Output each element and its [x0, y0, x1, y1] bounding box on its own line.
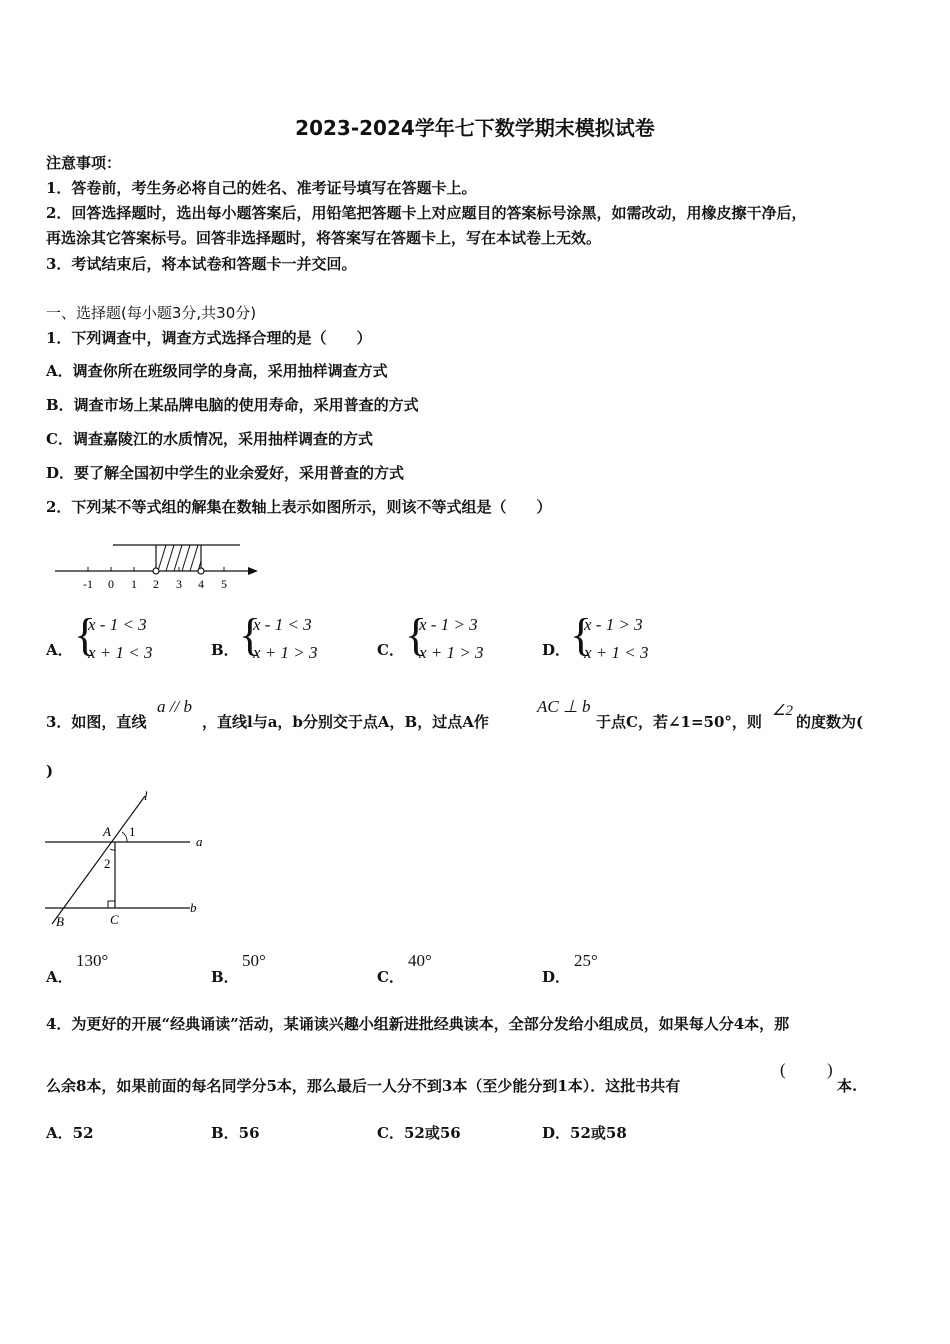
- q2-option-b-line1: x - 1 < 3: [253, 615, 312, 634]
- q4-text-2: 么余8本，如果前面的每名同学分5本，那么最后一人分不到3本（至少能分到1本）．这批书共有: [46, 1077, 681, 1095]
- axis-label: 2: [153, 577, 159, 591]
- page-title: 2023-2024学年七下数学期末模拟试卷: [295, 116, 655, 140]
- q2-option-d-label: D．: [542, 641, 571, 659]
- q3-math-perp: AC ⊥ b: [537, 697, 591, 716]
- q3-text-2: ，直线l与a，b分别交于点A，B，过点A作: [202, 713, 489, 731]
- q2-option-b-brace: {: [239, 609, 262, 660]
- q1-option-d: D．要了解全国初中学生的业余爱好，采用普查的方式: [46, 464, 405, 482]
- fig-label-A: A: [103, 824, 111, 839]
- q3-option-d-value: 25°: [574, 951, 598, 970]
- q2-option-c-line2: x + 1 > 3: [419, 643, 484, 662]
- fig-label-a: a: [196, 834, 203, 849]
- q3-option-c-value: 40°: [408, 951, 432, 970]
- q2-option-b-line2: x + 1 > 3: [253, 643, 318, 662]
- q1-option-a: A．调查你所在班级同学的身高，采用抽样调查方式: [46, 362, 388, 380]
- q3-option-a-label: A．: [46, 968, 73, 986]
- notice-item: 3．考试结束后，将本试卷和答题卡一并交回。: [46, 255, 357, 273]
- q4-option-a: A．52: [46, 1124, 94, 1142]
- axis-label: 5: [221, 577, 227, 591]
- q2-option-a-line2: x + 1 < 3: [88, 643, 153, 662]
- q2-option-a-brace: {: [74, 609, 97, 660]
- axis-label: 3: [176, 577, 182, 591]
- notice-item: 2．回答选择题时，选出每小题答案后，用铅笔把答题卡上对应题目的答案标号涂黑，如需改动，用橡皮擦干净后，: [46, 204, 807, 222]
- q2-option-d-brace: {: [570, 609, 593, 660]
- fig-label-l: l: [144, 788, 148, 803]
- q4-paren-open: (: [780, 1060, 786, 1079]
- q4-option-b: B．56: [211, 1124, 260, 1142]
- notice-item: 再选涂其它答案标号。回答非选择题时，将答案写在答题卡上，写在本试卷上无效。: [46, 229, 602, 247]
- q4-text-1: 4．为更好的开展“经典诵读”活动，某诵读兴趣小组新进批经典读本，全部分发给小组成员，如果每人分4本，那: [46, 1015, 790, 1033]
- q2-option-a-line1: x - 1 < 3: [88, 615, 147, 634]
- q4-option-d: D．52或58: [542, 1124, 627, 1142]
- q3-text-3: 于点C，若∠1=50°，则: [596, 713, 762, 731]
- q1-option-b: B．调查市场上某品牌电脑的使用寿命，采用普查的方式: [46, 396, 419, 414]
- q3-text-5: ): [46, 762, 54, 780]
- q3-option-d-label: D．: [542, 968, 571, 986]
- q3-option-a-value: 130°: [76, 951, 109, 970]
- q2-stem: 2．下列某不等式组的解集在数轴上表示如图所示，则该不等式组是（ ）: [46, 498, 552, 516]
- fig-label-angle-2: 2: [104, 856, 111, 871]
- q3-figure: [40, 786, 215, 931]
- notice-heading: 注意事项：: [46, 154, 122, 172]
- q2-option-d-line2: x + 1 < 3: [584, 643, 649, 662]
- q2-option-b-label: B．: [211, 641, 239, 659]
- axis-label: 1: [131, 577, 137, 591]
- q2-option-c-brace: {: [405, 609, 428, 660]
- q2-number-line: [50, 535, 265, 595]
- notice-item: 1．答卷前，考生务必将自己的姓名、准考证号填写在答题卡上。: [46, 179, 477, 197]
- fig-label-b: b: [190, 900, 197, 915]
- q2-option-d-line1: x - 1 > 3: [584, 615, 643, 634]
- q3-option-b-value: 50°: [242, 951, 266, 970]
- q2-option-c-label: C．: [377, 641, 404, 659]
- axis-label: 0: [108, 577, 114, 591]
- axis-label: -1: [83, 577, 93, 591]
- q1-option-c: C．调查嘉陵江的水质情况，采用抽样调查的方式: [46, 430, 373, 448]
- q1-stem: 1．下列调查中，调查方式选择合理的是（ ）: [46, 329, 372, 347]
- section-heading: 一、选择题(每小题3分,共30分): [46, 304, 257, 322]
- q4-option-c: C．52或56: [377, 1124, 461, 1142]
- q3-math-parallel: a // b: [157, 697, 192, 716]
- q3-math-angle: ∠2: [772, 703, 793, 719]
- fig-label-angle-1: 1: [129, 824, 136, 839]
- axis-label: 4: [198, 577, 204, 591]
- q4-text-end: 本.: [837, 1077, 858, 1095]
- q3-text-1: 3．如图，直线: [46, 713, 147, 731]
- q2-option-a-label: A．: [46, 641, 73, 659]
- q2-option-c-line1: x - 1 > 3: [419, 615, 478, 634]
- fig-label-C: C: [110, 912, 119, 927]
- q3-option-c-label: C．: [377, 968, 404, 986]
- q3-text-4: 的度数为(: [796, 713, 864, 731]
- q4-paren-close: ): [827, 1060, 833, 1079]
- fig-label-B: B: [56, 914, 64, 929]
- q3-option-b-label: B．: [211, 968, 239, 986]
